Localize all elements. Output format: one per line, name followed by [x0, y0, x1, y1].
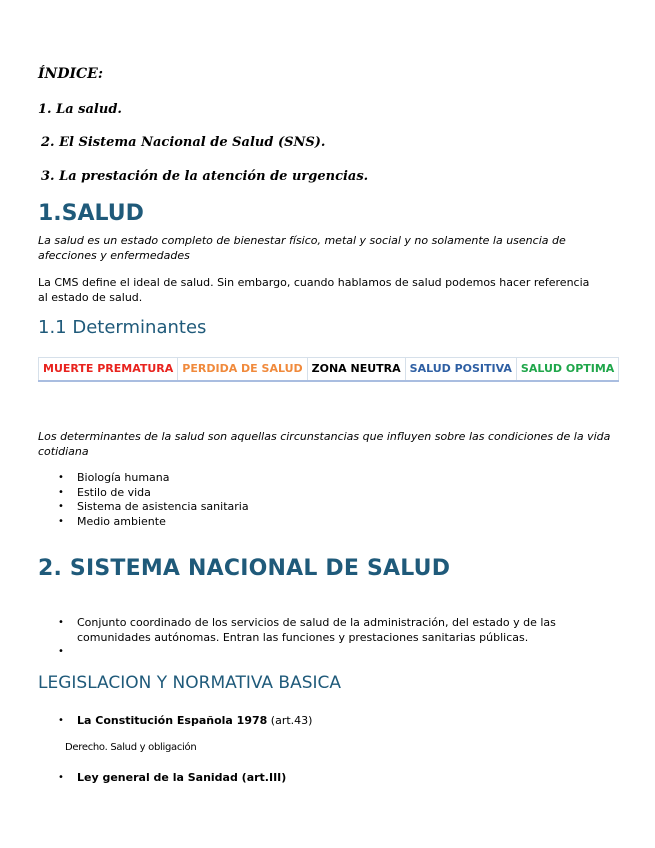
determinants-heading: 1.1 Determinantes: [38, 317, 207, 338]
index-item-3: 3. La prestación de la atención de urgencias.: [41, 169, 369, 184]
table-cell-zona-neutra: ZONA NEUTRA: [307, 358, 405, 382]
determinants-list: [38, 471, 598, 529]
determinants-table: [38, 357, 619, 382]
index-title: ÍNDICE:: [38, 66, 104, 82]
health-definition: La salud es un estado completo de bienestar físico, metal y social y no solamente la usencia de afecciones y enfermedades: [38, 234, 566, 262]
determinants-text: Los determinantes de la salud son aquellas circunstancias que influyen sobre las condiciones de la vida cotidiana: [38, 430, 611, 458]
health-paragraph: La CMS define el ideal de salud. Sin embargo, cuando hablamos de salud podemos hacer referencia al estado de salud.: [38, 276, 590, 304]
law-list-2: [38, 771, 598, 786]
law-2-title: Ley general de la Sanidad (art.III): [77, 771, 287, 784]
index-item-2: 2. El Sistema Nacional de Salud (SNS).: [41, 135, 326, 150]
table-cell-perdida-de-salud: PERDIDA DE SALUD: [178, 358, 307, 382]
law-1-note: Derecho. Salud y obligación: [65, 742, 197, 753]
law-1-title: La Constitución Española 1978: [77, 714, 268, 727]
list-item: • Conjunto coordinado de los servicios de salud de la administración, del estado y de las comunidades autónomas. Entran las funciones y prestaciones sanitarias públicas.: [38, 616, 618, 645]
law-list-1: [38, 714, 598, 729]
sns-list: [38, 616, 618, 660]
list-item: • Estilo de vida: [38, 486, 598, 501]
list-item: [38, 771, 598, 786]
index-item-1: 1. La salud.: [38, 102, 122, 117]
table-cell-salud-optima: SALUD OPTIMA: [516, 358, 618, 382]
list-item: • Biología humana: [38, 471, 598, 486]
table-cell-muerte-prematura: MUERTE PREMATURA: [39, 358, 178, 382]
list-item: • Medio ambiente: [38, 515, 598, 530]
section2-heading: 2. SISTEMA NACIONAL DE SALUD: [38, 556, 451, 581]
list-item: • Sistema de asistencia sanitaria: [38, 500, 598, 515]
table-row: [39, 358, 619, 382]
list-item: [38, 714, 598, 729]
list-item: [38, 645, 618, 660]
table-cell-salud-positiva: SALUD POSITIVA: [405, 358, 516, 382]
law-1-article: (art.43): [267, 714, 313, 727]
section1-heading: 1.SALUD: [38, 201, 144, 226]
legislation-heading: LEGISLACION Y NORMATIVA BASICA: [38, 673, 342, 693]
